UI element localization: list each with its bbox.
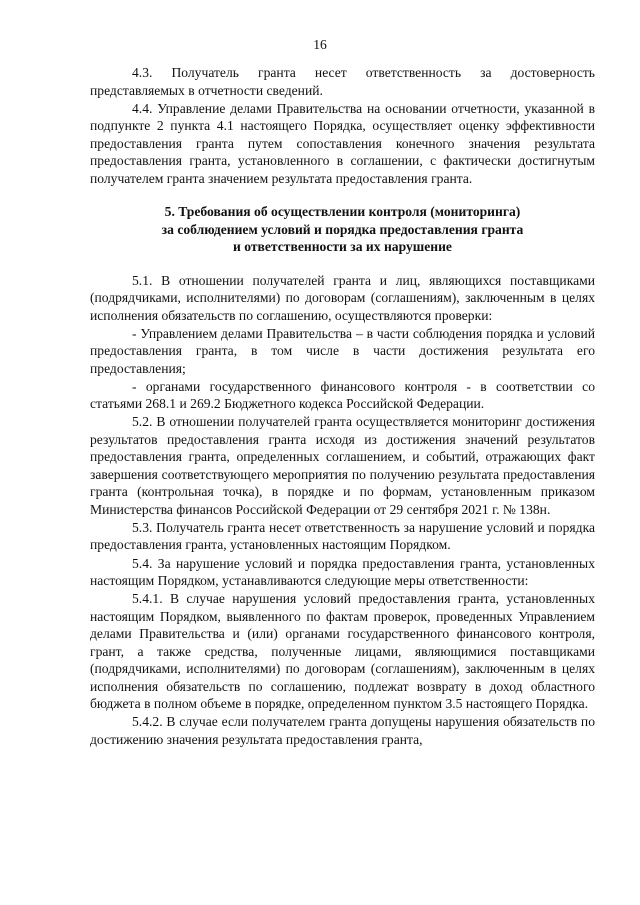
paragraph-5-4-1: 5.4.1. В случае нарушения условий предоставления гранта, установленных настоящим Порядком, выявленного по фактам проверок, проведенных Управлением делами Правительства и (или) органами государственного финансового контроля, грант, а также средства, полученные лицами, являющимися поставщиками (подрядчиками, исполнителями) по договорам (соглашениям), заключенным в целях исполнения обязательств по соглашению, подлежат возврату в доход областного бюджета в полном объеме в порядке, определенном пунктом 3.5 настоящего Порядка. [90, 591, 595, 712]
document-body [90, 64, 595, 749]
section-5-heading-line: и ответственности за их нарушение [233, 239, 452, 255]
paragraph-5-1-item-a: - Управлением делами Правительства – в части соблюдения порядка и условий предоставления гранта, в том числе в части достижения результата его предоставления; [90, 325, 595, 376]
paragraph-5-1: 5.1. В отношении получателей гранта и лиц, являющихся поставщиками (подрядчиками, исполнителями) по договорам (соглашениям), заключенным в целях исполнения обязательств по соглашению, осуществляются проверки: [90, 272, 595, 323]
paragraph-5-1-item-b: - органами государственного финансового контроля - в соответствии со статьями 268.1 и 269.2 Бюджетного кодекса Российской Федерации. [90, 378, 595, 412]
section-5-heading-line: 5. Требования об осуществлении контроля (мониторинга) [164, 204, 521, 220]
section-5-heading [90, 203, 595, 256]
paragraph-4-4: 4.4. Управление делами Правительства на основании отчетности, указанной в подпункте 2 пункта 4.1 настоящего Порядка, осуществляет оценку эффективности предоставления гранта путем сопоставления конечного значения результата предоставления гранта, установленного в соглашении, с фактически достигнутым получателем гранта значением результата предоставления гранта. [90, 100, 595, 186]
paragraph-5-4: 5.4. За нарушение условий и порядка предоставления гранта, установленных настоящим Порядком, устанавливаются следующие меры ответственности: [90, 555, 595, 589]
page-number: 16 [313, 37, 327, 52]
paragraph-5-4-2: 5.4.2. В случае если получателем гранта допущены нарушения обязательств по достижению значения результата предоставления гранта, [90, 714, 595, 747]
paragraph-5-3: 5.3. Получатель гранта несет ответственность за нарушение условий и порядка предоставления гранта, установленных настоящим Порядком. [90, 519, 595, 553]
paragraph-5-2: 5.2. В отношении получателей гранта осуществляется мониторинг достижения результатов предоставления гранта исходя из достижения значений результатов предоставления гранта, определенных соглашением, и событий, отражающих факт завершения соответствующего мероприятия по получению результата предоставления гранта (контрольная точка), в порядке и по формам, установленным приказом Министерства финансов Российской Федерации от 29 сентября 2021 г. № 138н. [90, 414, 595, 517]
paragraph-4-3: 4.3. Получатель гранта несет ответственность за достоверность представляемых в отчетности сведений. [90, 65, 595, 98]
section-5-heading-line: за соблюдением условий и порядка предоставления гранта [161, 221, 524, 237]
